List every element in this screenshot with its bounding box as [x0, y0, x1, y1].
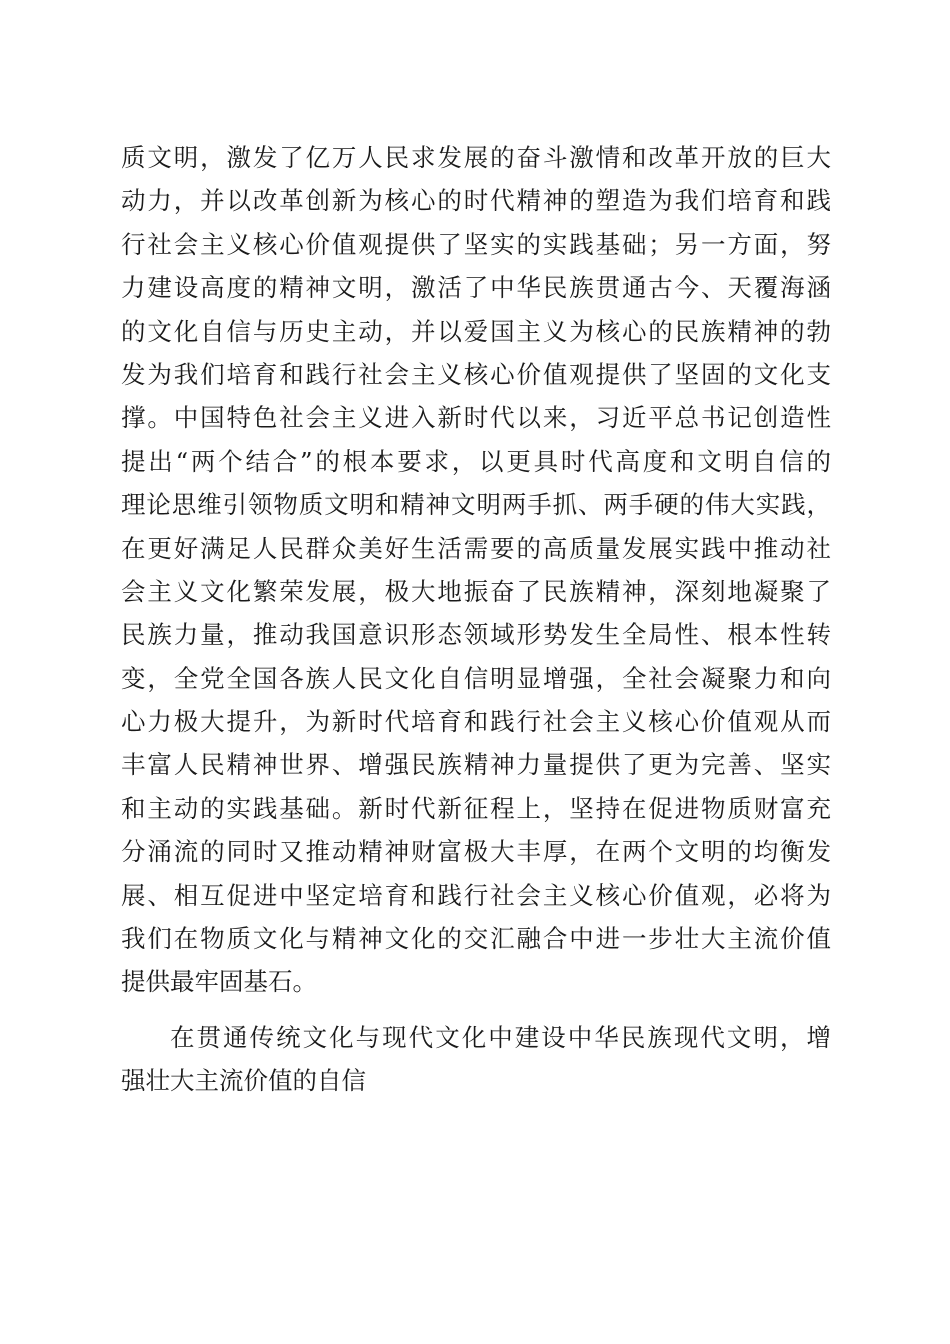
text-line: 质文明，激发了亿万人民求发展的奋斗激情和改革开放的巨大 [121, 143, 831, 172]
text-line: 动力，并以改革创新为核心的时代精神的塑造为我们培育和践 [121, 186, 831, 216]
text-line: 提出“两个结合”的根本要求，以更具时代高度和文明自信的 [121, 446, 831, 476]
text-line: 行社会主义核心价值观提供了坚实的实践基础；另一方面，努 [121, 229, 831, 259]
text-line: 提供最牢固基石。 [121, 967, 317, 997]
text-line: 发为我们培育和践行社会主义核心价值观提供了坚固的文化支 [121, 359, 831, 389]
text-line: 会主义文化繁荣发展，极大地振奋了民族精神，深刻地凝聚了 [121, 576, 831, 606]
text-line: 变，全党全国各族人民文化自信明显增强，全社会凝聚力和向 [121, 663, 831, 693]
text-line: 撑。中国特色社会主义进入新时代以来，习近平总书记创造性 [121, 403, 831, 433]
text-line: 的文化自信与历史主动，并以爱国主义为核心的民族精神的勃 [121, 316, 831, 346]
heading-line: 在贯通传统文化与现代文化中建设中华民族现代文明，增 [170, 1022, 831, 1052]
document-body [121, 136, 831, 1103]
text-line: 心力极大提升，为新时代培育和践行社会主义核心价值观从而 [121, 707, 831, 737]
body-paragraph [121, 136, 831, 1004]
heading-line: 强壮大主流价值的自信 [121, 1066, 366, 1096]
text-line: 分涌流的同时又推动精神财富极大丰厚，在两个文明的均衡发 [121, 837, 831, 867]
text-line: 和主动的实践基础。新时代新征程上，坚持在促进物质财富充 [121, 793, 831, 823]
text-line: 在更好满足人民群众美好生活需要的高质量发展实践中推动社 [121, 533, 831, 563]
text-line: 力建设高度的精神文明，激活了中华民族贯通古今、天覆海涵 [121, 273, 831, 303]
text-line: 丰富人民精神世界、增强民族精神力量提供了更为完善、坚实 [121, 750, 831, 780]
text-line: 我们在物质文化与精神文化的交汇融合中进一步壮大主流价值 [121, 924, 831, 954]
text-line: 民族力量，推动我国意识形态领域形势发生全局性、根本性转 [121, 620, 831, 650]
text-line: 展、相互促进中坚定培育和践行社会主义核心价值观，必将为 [121, 880, 831, 910]
section-heading-paragraph [121, 1016, 831, 1103]
text-line: 理论思维引领物质文明和精神文明两手抓、两手硬的伟大实践， [121, 490, 831, 520]
